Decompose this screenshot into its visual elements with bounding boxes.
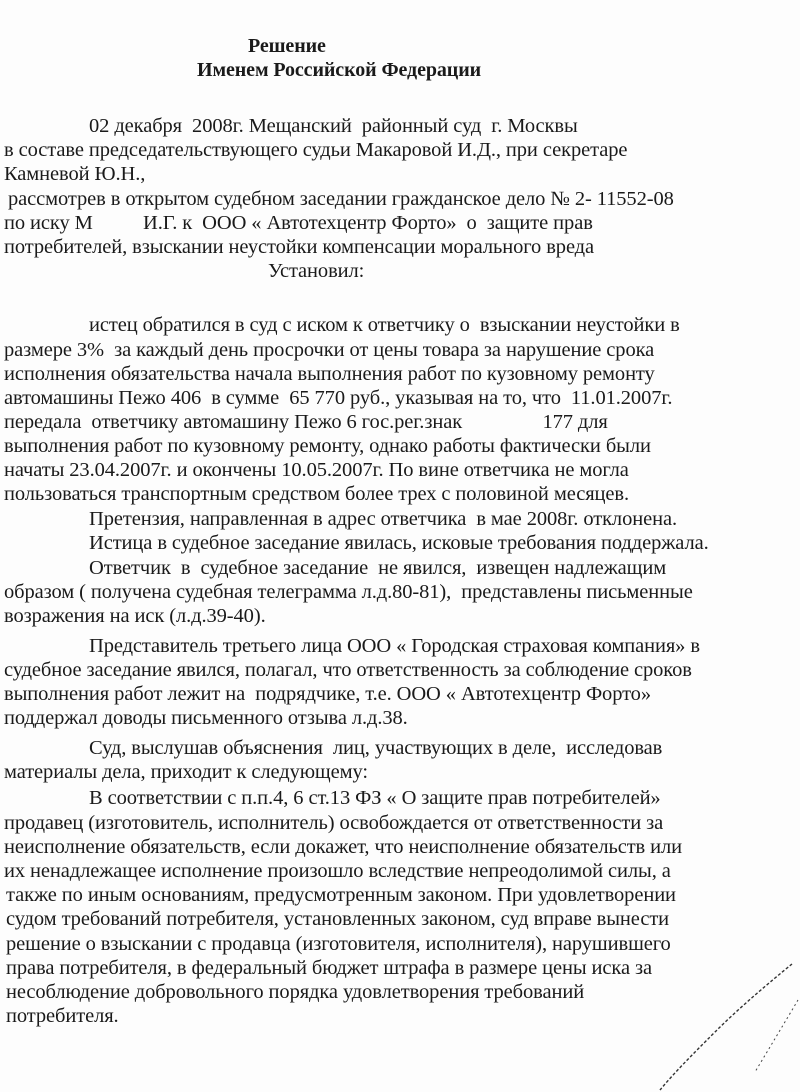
text-line: поддержал доводы письменного отзыва л.д.38.: [4, 707, 408, 729]
text-line: выполнения работ лежит на подрядчике, т.е. ООО « Автотехцентр Форто»: [4, 683, 651, 705]
document-heading: Решение: [248, 35, 326, 57]
text-line: их ненадлежащее исполнение произошло вследствие непреодолимой силы, а: [4, 860, 671, 882]
text-line: материалы дела, приходит к следующему:: [4, 761, 368, 783]
text-line: пользоваться транспортным средством более трех с половиной месяцев.: [4, 483, 630, 505]
text-line: потребителей, взыскании неустойки компенсации морального вреда: [4, 236, 595, 258]
text-line: потребителя.: [6, 1005, 119, 1027]
text-line: 02 декабря 2008г. Мещанский районный суд г. Москвы: [89, 115, 578, 137]
text-line: Камневой Ю.Н.,: [4, 163, 146, 185]
text-line: истец обратился в суд с иском к ответчику о взыскании неустойки в: [89, 314, 680, 336]
text-line: судебное заседание явился, полагал, что ответственность за соблюдение сроков: [4, 659, 692, 681]
text-line: возражения на иск (л.д.39-40).: [4, 605, 266, 627]
text-line: Истица в судебное заседание явилась, исковые требования поддержала.: [89, 532, 709, 554]
text-line: образом ( получена судебная телеграмма л.д.80-81), представлены письменные: [4, 581, 693, 603]
text-line: неисполнение обязательств, если докажет, что неисполнение обязательств или: [4, 836, 683, 858]
text-line: судом требований потребителя, установленных законом, суд вправе вынести: [6, 908, 670, 930]
text-line: передала ответчику автомашину Пежо 6 гос.рег.знак 177 для: [4, 411, 608, 433]
text-line: решение о взыскании с продавца (изготовителя, исполнителя), нарушившего: [6, 933, 671, 955]
text-line: Претензия, направленная в адрес ответчика в мае 2008г. отклонена.: [89, 508, 677, 530]
text-line: Ответчик в судебное заседание не явился, извещен надлежащим: [89, 557, 667, 579]
text-line: права потребителя, в федеральный бюджет штрафа в размере цены иска за: [6, 957, 652, 979]
text-line: несоблюдение добровольного порядка удовлетворения требований: [6, 981, 585, 1003]
text-line: В соответствии с п.п.4, 6 ст.13 ФЗ « О защите прав потребителей»: [89, 787, 661, 809]
text-line: в составе председательствующего судьи Макаровой И.Д., при секретаре: [4, 139, 628, 161]
text-line: размере 3% за каждый день просрочки от цены товара за нарушение срока: [4, 339, 655, 361]
text-line: Представитель третьего лица ООО « Городская страховая компания» в: [89, 635, 700, 657]
text-line: выполнения работ по кузовному ремонту, однако работы фактически были: [4, 435, 651, 457]
text-line: также по иным основаниям, предусмотренным законом. При удовлетворении: [6, 884, 676, 906]
section-heading: Установил:: [268, 260, 365, 282]
text-line: продавец (изготовитель, исполнитель) освобождается от ответственности за: [4, 812, 664, 834]
text-line: начаты 23.04.2007г. и окончены 10.05.2007г. По вине ответчика не могла: [4, 459, 629, 481]
text-line: исполнения обязательства начала выполнения работ по кузовному ремонту: [4, 363, 655, 385]
document-subheading: Именем Российской Федерации: [197, 59, 482, 81]
text-line: автомашины Пежо 406 в сумме 65 770 руб., указывая на то, что 11.01.2007г.: [4, 387, 673, 409]
text-line: по иску М И.Г. к ООО « Автотехцентр Форто» о защите прав: [4, 212, 593, 234]
text-line: Суд, выслушав объяснения лиц, участвующих в деле, исследовав: [89, 737, 663, 759]
pen-stroke-mark: [620, 952, 800, 1092]
text-line: рассмотрев в открытом судебном заседании гражданское дело № 2- 11552-08: [8, 188, 674, 210]
